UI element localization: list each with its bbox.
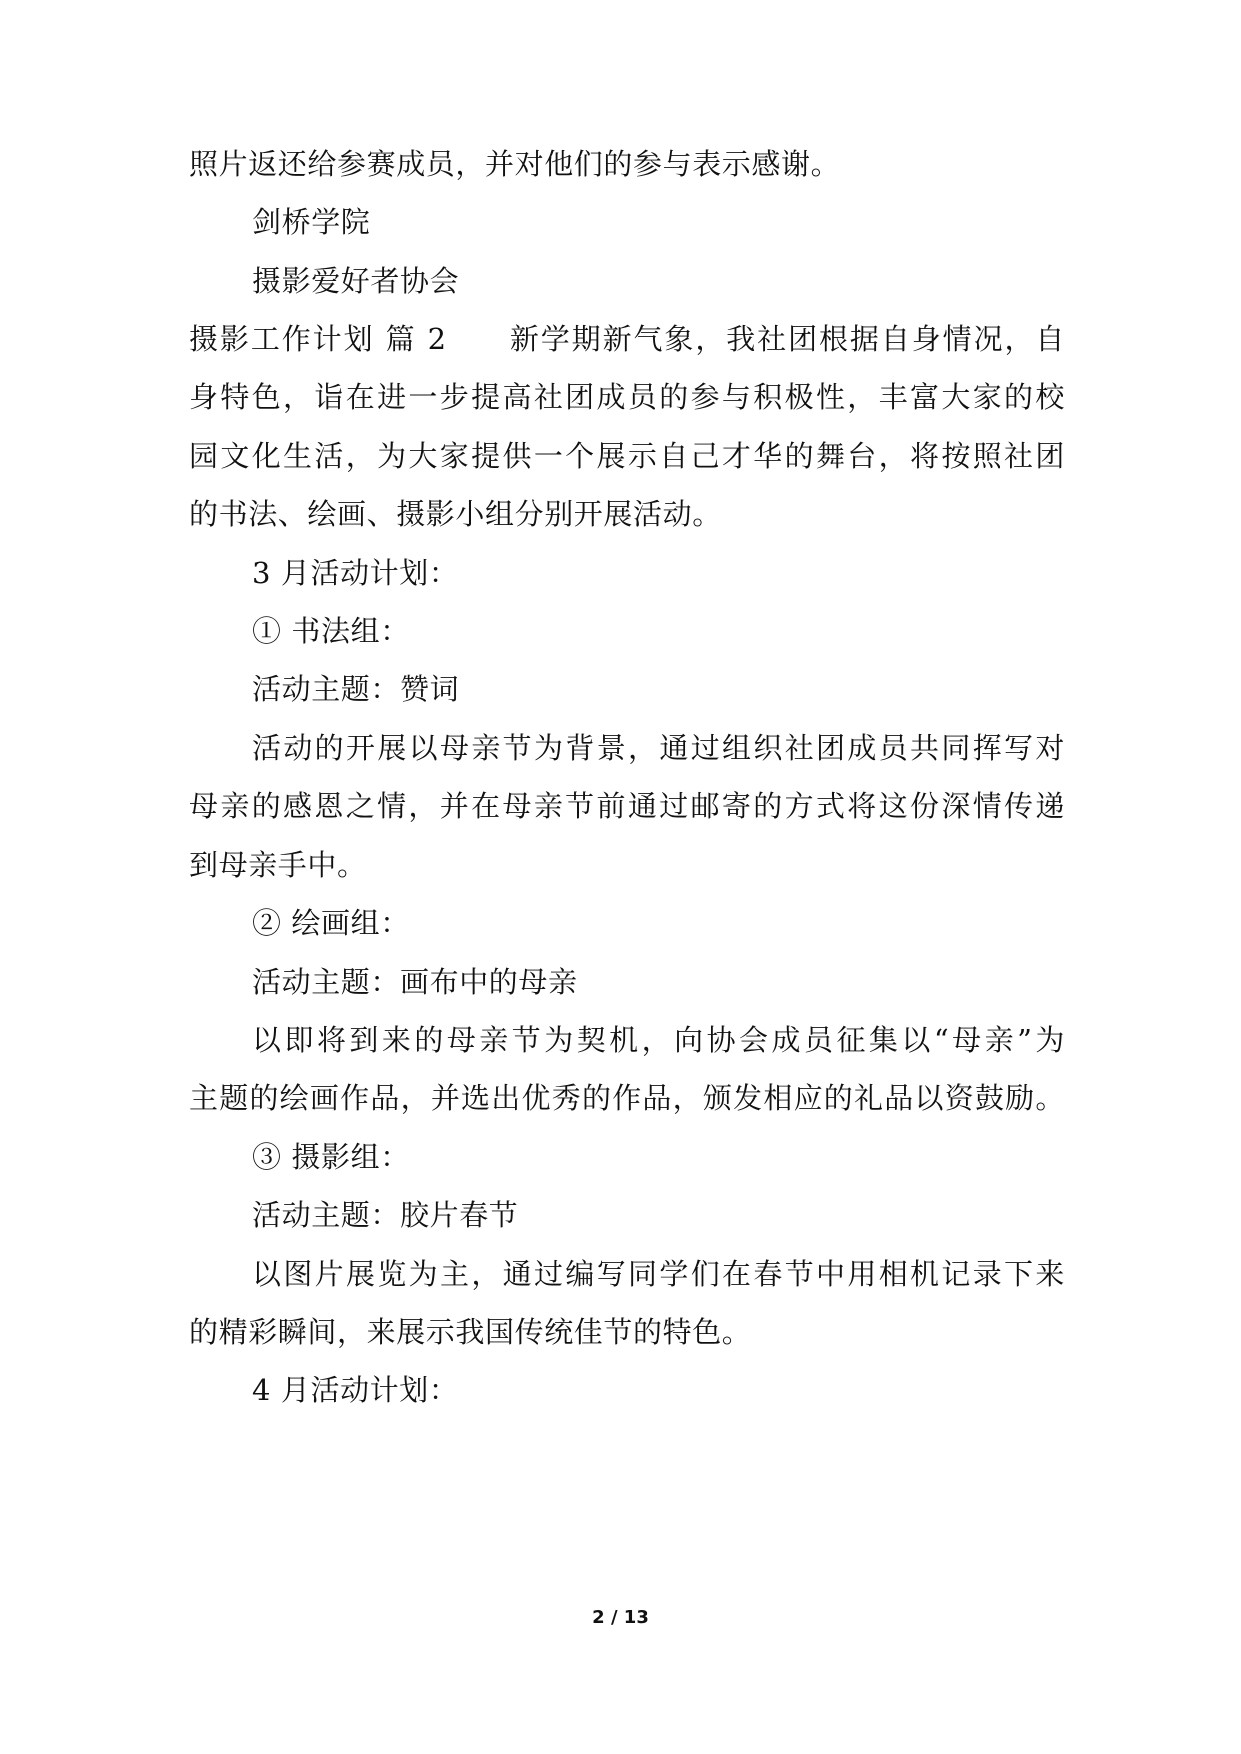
- paragraph-line: 以即将到来的母亲节为契机，向协会成员征集以“母亲”为: [252, 1023, 1065, 1057]
- paragraph-line: 主题的绘画作品，并选出优秀的作品，颁发相应的礼品以资鼓励。: [189, 1081, 1065, 1115]
- org-name-line: 剑桥学院: [252, 205, 371, 239]
- activity-theme-line: 活动主题：画布中的母亲: [252, 965, 578, 999]
- paragraph-line: 照片返还给参赛成员，并对他们的参与表示感谢。: [189, 147, 841, 181]
- paragraph-line: 母亲的感恩之情，并在母亲节前通过邮寄的方式将这份深情传递: [189, 789, 1065, 823]
- group-heading: ① 书法组：: [252, 614, 410, 648]
- group-heading: ② 绘画组：: [252, 906, 410, 940]
- paragraph-line: 身特色，诣在进一步提高社团成员的参与积极性，丰富大家的校: [189, 380, 1065, 414]
- activity-theme-line: 活动主题：胶片春节: [252, 1198, 519, 1232]
- month-plan-heading: 4 月活动计划：: [252, 1373, 459, 1407]
- section-heading-line: 摄影工作计划 篇 2 新学期新气象，我社团根据自身情况，自: [189, 322, 1065, 356]
- group-heading: ③ 摄影组：: [252, 1140, 410, 1174]
- month-plan-heading: 3 月活动计划：: [252, 556, 459, 590]
- paragraph-line: 到母亲手中。: [189, 848, 367, 882]
- paragraph-line: 的书法、绘画、摄影小组分别开展活动。: [189, 497, 722, 531]
- activity-theme-line: 活动主题：赞词: [252, 672, 460, 706]
- page-number: 2 / 13: [592, 1607, 649, 1628]
- org-association-line: 摄影爱好者协会: [252, 264, 460, 298]
- paragraph-line: 以图片展览为主，通过编写同学们在春节中用相机记录下来: [252, 1257, 1065, 1291]
- paragraph-line: 的精彩瞬间，来展示我国传统佳节的特色。: [189, 1315, 752, 1349]
- paragraph-line: 园文化生活，为大家提供一个展示自己才华的舞台，将按照社团: [189, 439, 1065, 473]
- paragraph-line: 活动的开展以母亲节为背景，通过组织社团成员共同挥写对: [252, 731, 1065, 765]
